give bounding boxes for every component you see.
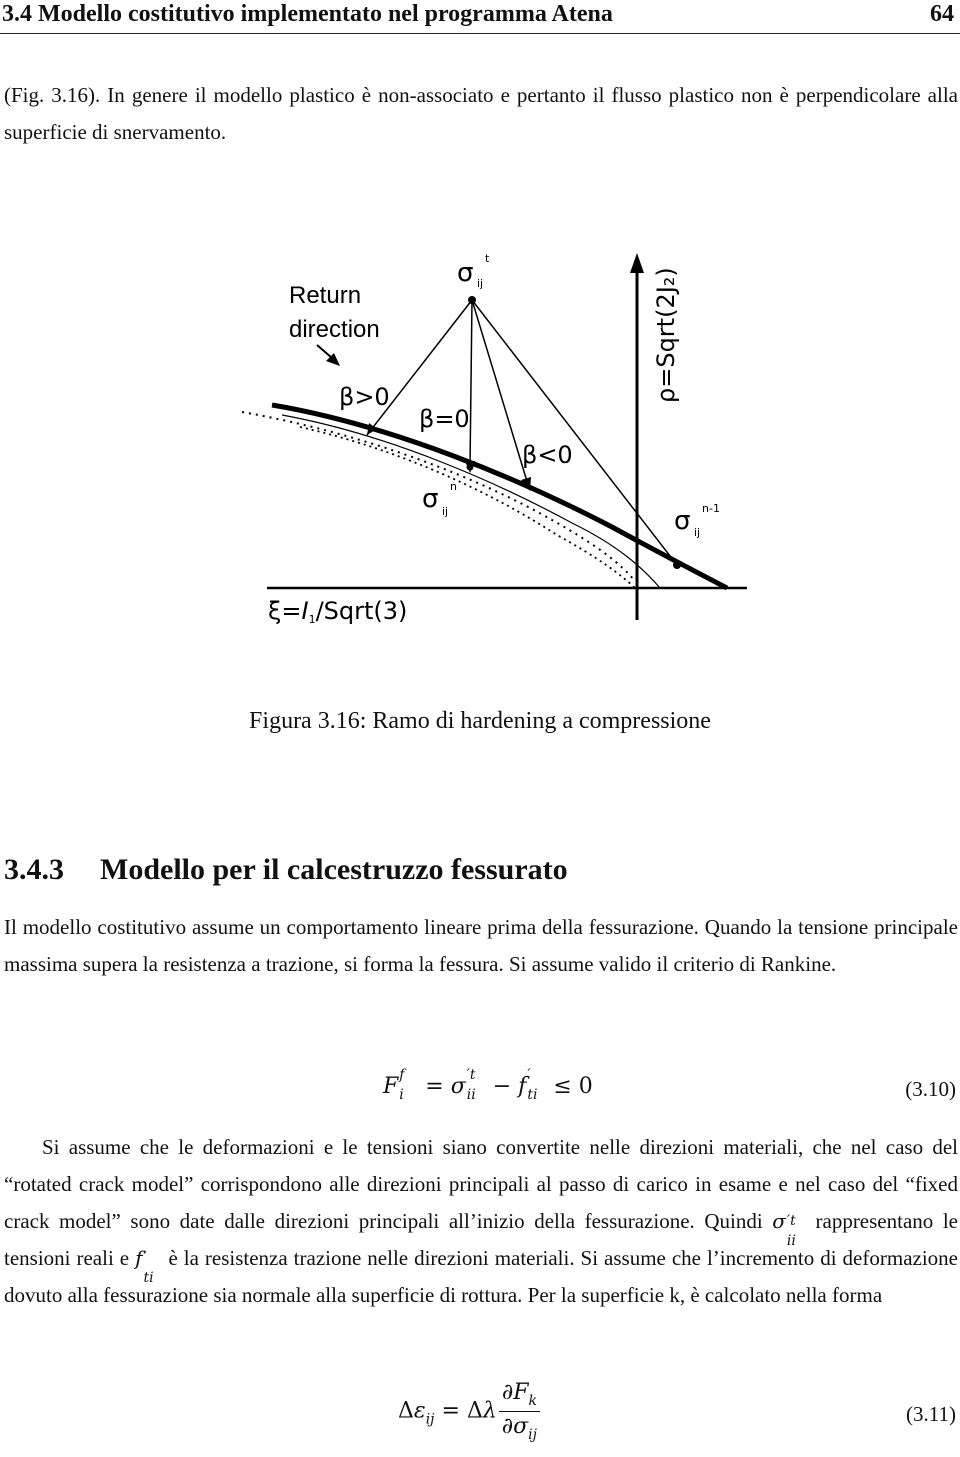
inline-f-sup: ′ [143,1249,147,1266]
eq311-epsilon-sub: ij [425,1411,435,1428]
ray-to-sigma-n1 [472,300,677,565]
sigma-n-sub: ij [442,505,449,518]
beta-neg-label: β<0 [522,441,573,469]
body-paragraph-2 [4,1129,958,1314]
rho-axis-label: ρ=Sqrt(2J₂) [652,267,680,403]
eq311-num-partial: ∂ [501,1380,514,1405]
ray-beta-neg [472,300,529,488]
page-header [0,0,960,30]
sigma-n-point [467,464,474,471]
inner-dotted-curve [300,427,637,590]
running-title: 3.4 Modello costitutivo implementato nel programma Atena [2,1,613,27]
eq310-sigma-scripts [466,1067,486,1103]
eq310-sigma-sub: ii [466,1087,476,1103]
eq310-sigma-sup: ′t [466,1067,476,1083]
body2-part-2: rappresentano le tensioni reali e [4,1209,959,1270]
return-label-1: Return [289,282,362,309]
section-title: Modello per il calcestruzzo fessurato [100,853,568,886]
body2-part-1: Si assume che le deformazioni e le tensioni siano convertite nelle direzioni materiali, che nel caso del “rotated crack model” corrispondono alle direzioni principali al passo di carico in esame e nel caso del “fixed crack model” sono date dalle direzioni principali all’inizio della fessurazione. Quindi [4,1135,958,1233]
eq311-delta-1: Δ [398,1398,414,1424]
sigma-n1-label: σ [674,506,691,536]
eq310-equals: = [425,1074,444,1099]
page-number: 64 [930,1,954,27]
equation-3-11-number: (3.11) [906,1402,956,1426]
eq311-den-sub: ij [528,1427,537,1443]
eq310-f: f [518,1074,527,1099]
sigma-n-sup: n [450,480,457,493]
inline-f-sub: ti [143,1269,154,1286]
hardening-figure [222,245,762,635]
eq311-lambda: λ [482,1398,497,1424]
eq311-numerator [499,1380,540,1412]
sigma-n1-sup: n-1 [702,502,720,515]
inline-f [135,1246,162,1286]
thick-yield-curve [272,405,727,588]
inline-sigma-scripts [786,1211,806,1249]
inline-sigma [772,1209,806,1249]
eq310-leq: ≤ [553,1074,572,1099]
eq311-den-partial: ∂ [501,1414,514,1439]
inline-sigma-sub: ii [786,1232,796,1249]
equation-3-10 [0,1068,960,1112]
xi-sub: 1 [308,613,316,626]
eq310-sigma: σ [450,1074,466,1099]
eq311-den-sigma: σ [513,1414,529,1439]
equation-3-11 [0,1380,960,1450]
equation-3-11-body [398,1380,540,1443]
beta-zero-label: β=0 [419,405,470,433]
eq311-epsilon: ε [413,1398,426,1424]
eq310-f-scripts [526,1067,546,1103]
eq310-f-sub: ti [527,1087,538,1103]
xi-var: I [301,597,309,625]
section-number: 3.4.3 [4,853,64,886]
eq310-F-sup: f [399,1067,405,1083]
eq311-denominator [499,1412,540,1443]
eq311-num-sub: k [528,1393,537,1409]
body2-part-3: è la resistenza trazione nelle direzioni materiali. Si assume che l’incremento di deformazione dovuto alla fessurazione sia normale alla superficie di rottura. Per la superficie k, è calcolato nella forma [4,1246,958,1307]
inline-f-base: f [135,1246,143,1270]
eq310-zero: 0 [578,1074,593,1099]
body-paragraph-1: Il modello costitutivo assume un comportamento lineare prima della fessurazione. Quando la tensione principale massima supera la resistenza a trazione, si forma la fessura. Si assume valido il criterio di Rankine. [4,915,958,976]
equation-3-10-number: (3.10) [905,1077,956,1101]
sigma-n1-point [673,561,681,569]
sigma-t-sub: ij [477,277,484,290]
equation-3-10-body [383,1067,593,1103]
return-direction-arrow [317,345,332,358]
eq310-minus: − [492,1074,512,1099]
xi-prefix: ξ= [268,597,302,625]
eq310-F: F [383,1074,399,1099]
eq310-F-scripts [398,1067,418,1103]
xi-suffix: /Sqrt(3) [315,597,408,625]
sigma-n-label: σ [422,484,439,514]
eq311-fraction [499,1380,540,1443]
sigma-n1-sub: ij [694,526,701,539]
eq310-f-sup: ′ [527,1067,531,1083]
beta-pos-label: β>0 [339,383,390,411]
intro-paragraph: (Fig. 3.16). In genere il modello plastico è non-associato e pertanto il flusso plastico non è perpendicolare alla superficie di snervamento. [4,83,958,144]
inline-sigma-base: σ [772,1209,786,1233]
eq311-delta-2: Δ [466,1398,483,1424]
xi-axis-label [268,597,407,626]
header-rule [0,33,960,34]
sigma-t-sup: t [485,252,490,265]
eq311-equals: = [441,1398,460,1424]
sigma-t-label: σ [457,258,474,288]
figure-caption: Figura 3.16: Ramo di hardening a compressione [249,708,711,734]
eq311-num-F: F [513,1380,529,1405]
eq310-F-sub: i [399,1087,404,1103]
inline-f-scripts [142,1248,162,1286]
return-label-2: direction [289,316,380,343]
inline-sigma-sup: ′t [786,1212,796,1229]
section-heading [4,850,568,890]
ray-beta-zero [470,300,472,467]
rho-axis-arrowhead [630,253,644,273]
